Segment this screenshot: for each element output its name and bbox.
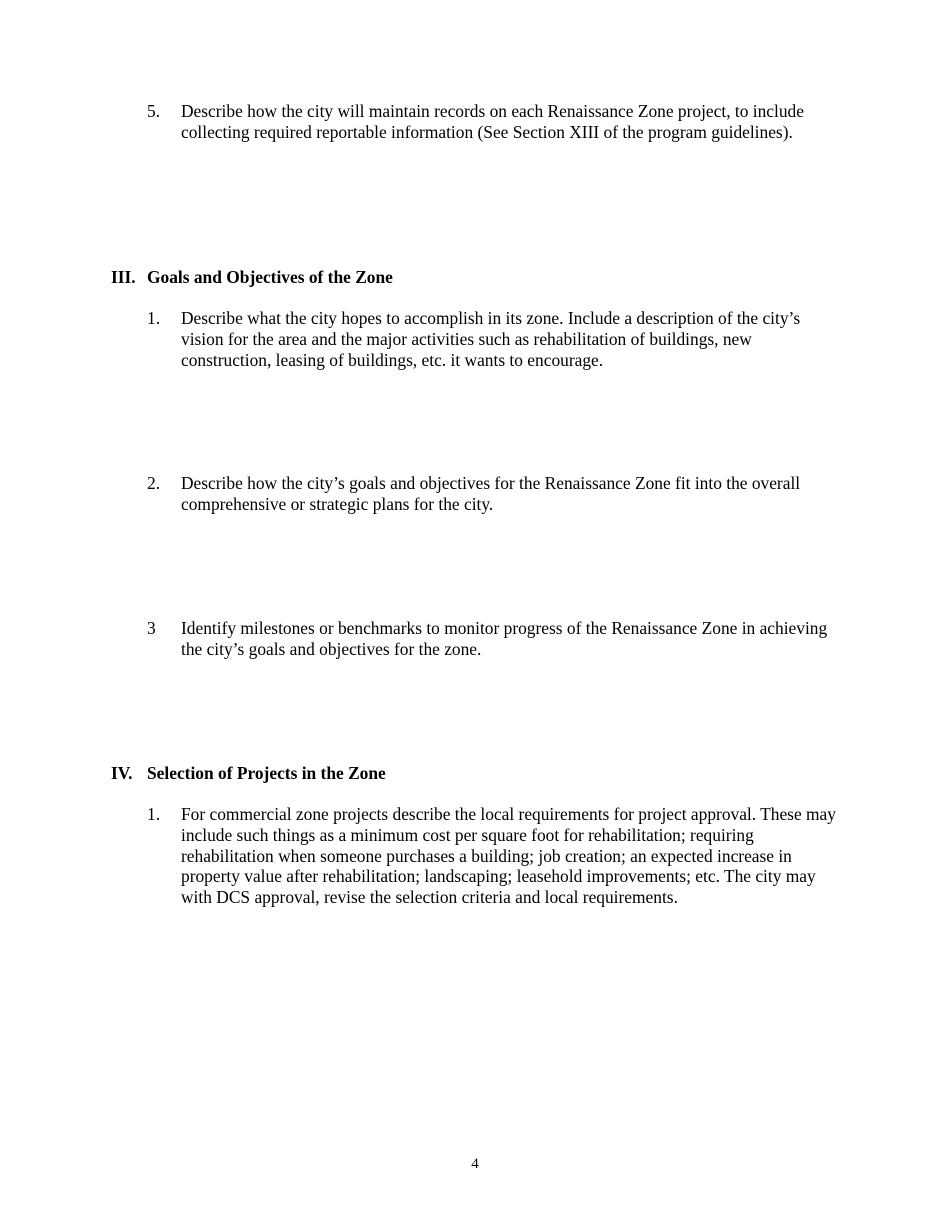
section-heading-selection-of-projects [111,763,811,784]
list-item-number: 5. [147,101,161,121]
list-item-text: Describe how the city will maintain records on each Renaissance Zone project, to include collecting required reportable information (See Section XIII of the program guidelines). [181,101,804,142]
list-item-text: For commercial zone projects describe the local requirements for project approval. These may include such things as a minimum cost per square foot for rehabilitation; requiring rehabilitation when someone purchases a building; job creation; an expected increase in property value after rehabilitation; landscaping; leasehold improvements; etc. The city may with DCS approval, revise the selection criteria and local requirements. [181,804,836,908]
list-item-selection-1 [147,804,837,908]
section-heading-goals-objectives [111,267,811,288]
list-item-goals-2 [147,473,837,515]
section-title: Goals and Objectives of the Zone [147,267,393,287]
list-item-number: 1. [147,804,161,824]
list-item-number: 1. [147,308,161,328]
list-item-number: 2. [147,473,161,493]
list-item-goals-3 [147,618,837,660]
section-title: Selection of Projects in the Zone [147,763,386,783]
section-roman-numeral: IV. [111,763,133,783]
list-item-text: Describe what the city hopes to accomplish in its zone. Include a description of the city’s vision for the area and the major activities such as rehabilitation of buildings, new construction, leasing of buildings, etc. it wants to encourage. [181,308,801,370]
list-item-text: Describe how the city’s goals and objectives for the Renaissance Zone fit into the overall comprehensive or strategic plans for the city. [181,473,801,514]
section-roman-numeral: III. [111,267,136,287]
list-item-text: Identify milestones or benchmarks to monitor progress of the Renaissance Zone in achieving the city’s goals and objectives for the zone. [181,618,828,659]
list-item-5 [147,101,837,143]
page-number: 4 [471,1156,479,1172]
list-item-number: 3 [147,618,156,638]
list-item-goals-1 [147,308,837,370]
